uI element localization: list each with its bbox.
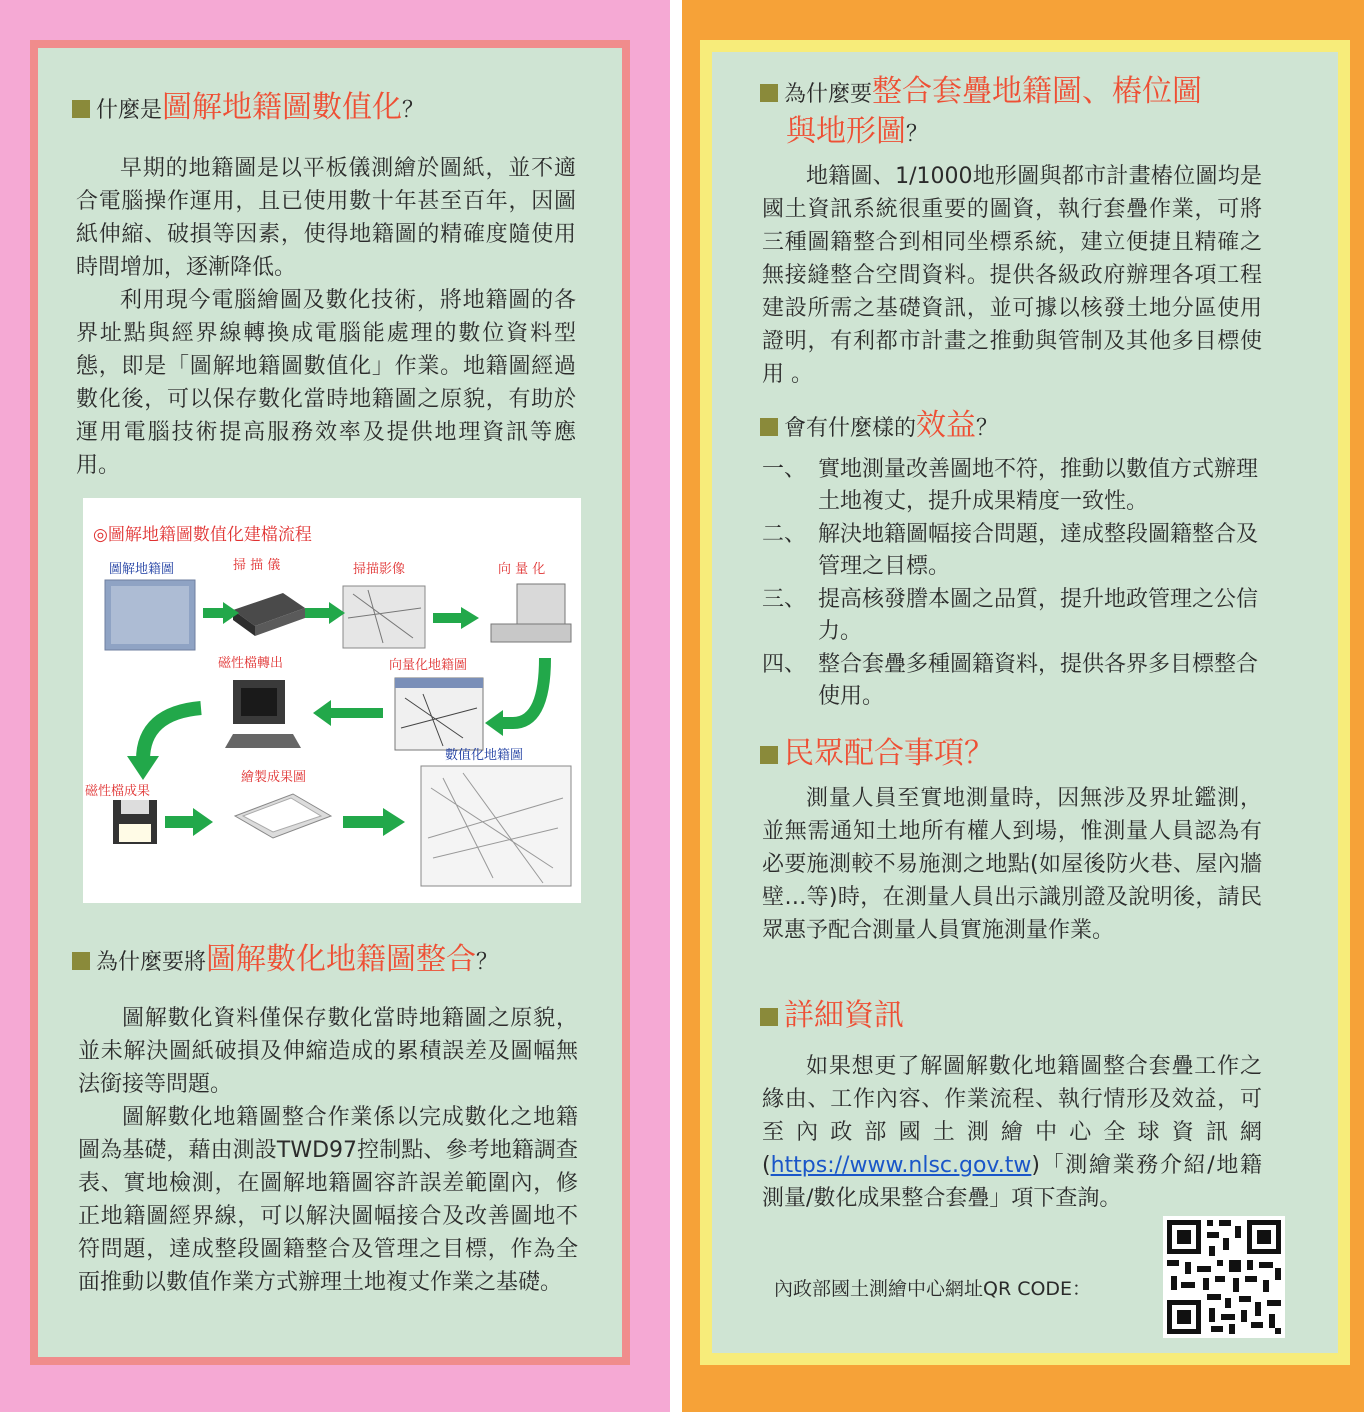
flowchart-label: 磁性檔成果: [85, 784, 151, 799]
arrow-icon: [501, 658, 545, 723]
flowchart-title: ◎圖解地籍圖數值化建檔流程: [93, 525, 312, 545]
section-heading-overlay-line2: [786, 112, 928, 155]
heading-bullet-icon: [72, 952, 90, 970]
list-item: 二、 解決地籍圖幅接合問題，達成整段圖籍整合及管理之目標。: [762, 522, 1259, 579]
flowchart-label: 向 量 化: [498, 562, 546, 577]
list-item: 四、 整合套疊多種圖籍資料，提供各界多目標整合使用。: [762, 652, 1259, 709]
heading-prefix: 什麼是: [96, 98, 163, 123]
website-link[interactable]: https://www.nlsc.gov.tw: [770, 1153, 1032, 1178]
heading-highlight: 民眾配合事項？: [784, 736, 994, 771]
paragraph: 圖解數化地籍圖整合作業係以完成數化之地籍圖為基礎，藉由測設TWD97控制點、參考地籍調查表、實地檢測，在圖解地籍圖容許誤差範圍內，修正地籍圖經界線，可以解決圖幅接合及改善圖地不符問題，達成整段圖籍整合及管理之目標，作為全面推動以數值作業方式辦理土地複丈作業之基礎。: [78, 1105, 578, 1295]
flowchart-label: 磁性檔轉出: [218, 656, 284, 671]
section-body-integration: [78, 1002, 578, 1299]
heading-suffix: ？: [476, 950, 499, 975]
heading-bullet-icon: [760, 746, 778, 764]
heading-bullet-icon: [760, 418, 778, 436]
qr-code-label: 內政部國土測繪中心網址QR CODE：: [774, 1278, 1092, 1300]
section-heading-benefits: [760, 406, 998, 449]
heading-highlight: 詳細資訊: [784, 998, 904, 1033]
flowchart-label: 掃 描 儀: [233, 558, 281, 573]
section-heading-integration: [72, 940, 498, 983]
arrow-icon: [433, 607, 479, 629]
flowchart-label: 繪製成果圖: [241, 770, 307, 785]
heading-suffix: ？: [976, 416, 999, 441]
arrow-icon: [313, 700, 383, 726]
section-body-digitization: [76, 152, 576, 482]
digital-map-image: [421, 766, 571, 886]
paragraph: 如果想更了解圖解數化地籍圖整合套疊工作之緣由、工作內容、作業流程、執行情形及效益，可至內政部國土測繪中心全球資訊網(https://www.nlsc.gov.tw)「測繪業務介紹/地籍測量/數化成果整合套疊」項下查詢。: [762, 1054, 1262, 1211]
heading-highlight: 與地形圖: [786, 114, 906, 149]
heading-suffix: ？: [402, 98, 425, 123]
vector-map-image: [395, 678, 483, 750]
heading-bullet-icon: [72, 100, 90, 118]
arrow-icon: [203, 602, 239, 624]
section-body-details: [762, 1050, 1262, 1215]
heading-highlight: 整合套疊地籍圖、樁位圖: [872, 74, 1203, 109]
flowchart-label: 掃描影像: [353, 562, 406, 577]
section-heading-digitization: [72, 88, 424, 131]
flowchart-figure: [83, 498, 581, 903]
section-heading-details: [760, 996, 904, 1039]
arrow-icon: [343, 808, 405, 836]
flowchart-label: 向量化地籍圖: [389, 658, 468, 673]
heading-bullet-icon: [760, 1008, 778, 1026]
heading-bullet-icon: [760, 84, 778, 102]
computer-image: [517, 584, 565, 624]
list-item: 三、 提高核發謄本圖之品質，提升地政管理之公信力。: [762, 587, 1259, 644]
arrow-icon: [165, 808, 213, 836]
benefits-list: [762, 454, 1264, 714]
list-item: 一、 實地測量改善圖地不符，推動以數值方式辦理土地複丈，提升成果精度一致性。: [762, 457, 1259, 514]
paragraph: 測量人員至實地測量時，因無涉及界址鑑測，並無需通知土地所有權人到場，惟測量人員認為有必要施測較不易施測之地點(如屋後防火巷、屋內牆壁…等)時，在測量人員出示識別證及說明後，請民眾惠予配合測量人員實施測量作業。: [762, 786, 1262, 943]
section-heading-overlay: [760, 72, 1202, 115]
heading-highlight: 效益: [916, 408, 977, 443]
heading-suffix: ？: [906, 122, 929, 147]
heading-prefix: 為什麼要: [784, 82, 873, 107]
paragraph: 圖解數化資料僅保存數化當時地籍圖之原貌，並未解決圖紙破損及伸縮造成的累積誤差及圖幅無法銜接等問題。: [78, 1006, 578, 1097]
heading-prefix: 為什麼要將: [96, 950, 207, 975]
arrow-icon: [143, 708, 201, 760]
heading-highlight: 圖解數化地籍圖整合: [206, 942, 477, 977]
paragraph: 早期的地籍圖是以平板儀測繪於圖紙，並不適合電腦操作運用，且已使用數十年甚至百年，因圖紙伸縮、破損等因素，使得地籍圖的精確度隨使用時間增加，逐漸降低。: [76, 156, 576, 280]
flowchart-label: 圖解地籍圖: [109, 562, 175, 577]
flowchart-label: 數值化地籍圖: [445, 748, 524, 763]
paragraph: 利用現今電腦繪圖及數化技術，將地籍圖的各界址點與經界線轉換成電腦能處理的數位資料型態，即是「圖解地籍圖數值化」作業。地籍圖經過數化後，可以保存數化當時地籍圖之原貌，有助於運用電腦技術提高服務效率及提供地理資訊等應用。: [76, 288, 576, 478]
heading-highlight: 圖解地籍圖數值化: [162, 90, 403, 125]
arrow-icon: [305, 602, 345, 624]
heading-prefix: 會有什麼樣的: [784, 416, 917, 441]
qr-code-image[interactable]: [1163, 1216, 1285, 1338]
paragraph: 地籍圖、1/1000地形圖與都市計畫樁位圖均是國土資訊系統很重要的圖資，執行套疊作業，可將三種圖籍整合到相同坐標系統，建立便捷且精確之無接縫整合空間資料。提供各級政府辦理各項工程建設所需之基礎資訊，並可據以核發土地分區使用證明，有利都市計畫之推動與管制及其他多目標使用 。: [762, 164, 1262, 387]
section-body-overlay: [762, 160, 1262, 391]
section-body-cooperation: [762, 782, 1262, 947]
section-heading-cooperation: [760, 734, 994, 777]
qr-code-icon: [1163, 1216, 1285, 1338]
